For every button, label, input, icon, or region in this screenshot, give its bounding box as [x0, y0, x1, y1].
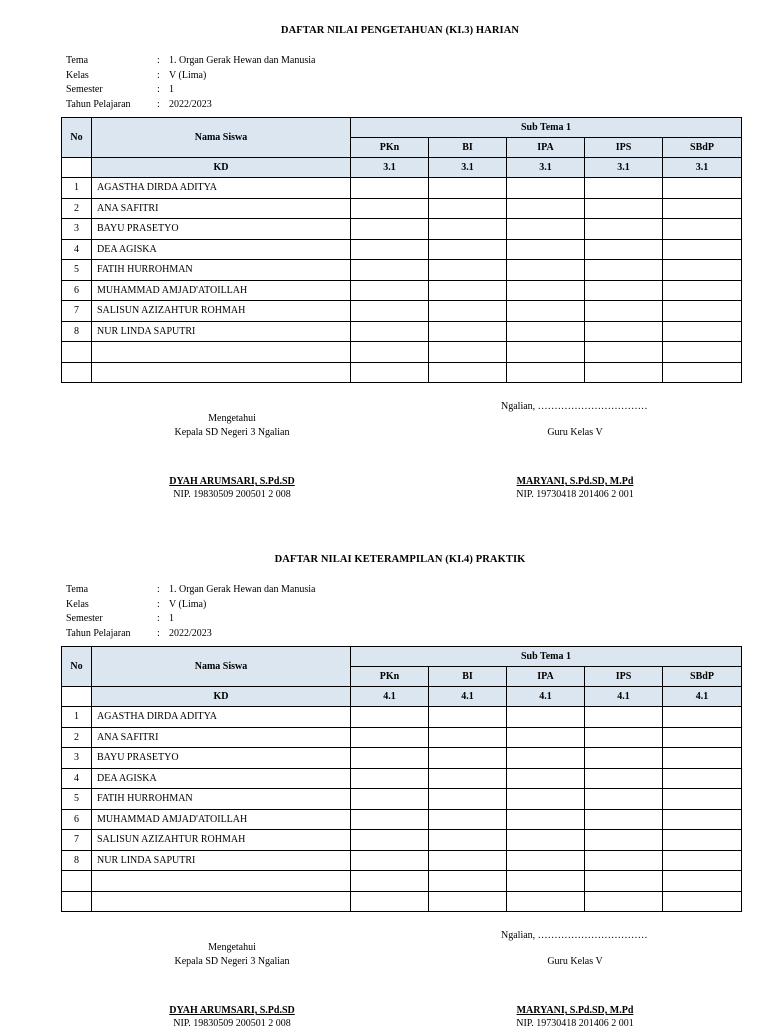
grade-cell-sbdp[interactable]	[663, 768, 742, 789]
table-row	[62, 707, 742, 728]
grade-cell-ips[interactable]	[585, 809, 663, 830]
grade-cell-bi[interactable]	[429, 362, 507, 383]
grade-cell-sbdp[interactable]	[663, 809, 742, 830]
grade-cell-bi[interactable]	[429, 301, 507, 322]
grade-cell-sbdp[interactable]	[663, 727, 742, 748]
table-row	[62, 362, 742, 383]
table-row	[62, 280, 742, 301]
empty-cell	[92, 342, 351, 363]
header-subject-ips: IPS	[585, 138, 663, 158]
table-row	[62, 219, 742, 240]
guru-name: MARYANI, S.Pd.SD, M.Pd	[516, 1005, 634, 1016]
grade-cell-bi[interactable]	[429, 260, 507, 281]
grade-cell-ipa[interactable]	[507, 850, 585, 871]
student-name: BAYU PRASETYO	[92, 219, 351, 240]
grade-cell-ips[interactable]	[585, 362, 663, 383]
student-number: 6	[62, 809, 92, 830]
grade-cell-sbdp[interactable]	[663, 850, 742, 871]
info-block	[66, 583, 315, 641]
kd-value-bi: 3.1	[429, 158, 507, 178]
grade-cell-bi[interactable]	[429, 707, 507, 728]
grade-cell-ips[interactable]	[585, 727, 663, 748]
grade-cell-ips[interactable]	[585, 280, 663, 301]
mengetahui-label: Mengetahui	[208, 413, 256, 424]
grade-cell-bi[interactable]	[429, 789, 507, 810]
grade-cell-ipa[interactable]	[507, 301, 585, 322]
info-colon: :	[157, 613, 160, 624]
kepala-name: DYAH ARUMSARI, S.Pd.SD	[169, 476, 295, 487]
table-row	[62, 178, 742, 199]
kepala-title: Kepala SD Negeri 3 Ngalian	[174, 427, 290, 438]
info-label-semester: Semester	[66, 613, 103, 624]
document-title: DAFTAR NILAI KETERAMPILAN (KI.4) PRAKTIK	[274, 554, 526, 565]
student-name: ANA SAFITRI	[92, 198, 351, 219]
grade-cell-pkn[interactable]	[351, 198, 429, 219]
grade-cell-bi[interactable]	[429, 198, 507, 219]
grade-cell-ips[interactable]	[585, 891, 663, 912]
empty-cell	[62, 871, 92, 892]
student-number: 2	[62, 727, 92, 748]
guru-name: MARYANI, S.Pd.SD, M.Pd	[516, 476, 634, 487]
document-title: DAFTAR NILAI PENGETAHUAN (KI.3) HARIAN	[280, 25, 520, 36]
grade-cell-sbdp[interactable]	[663, 178, 742, 199]
table-row	[62, 850, 742, 871]
info-value-kelas: V (Lima)	[169, 69, 207, 81]
info-colon: :	[157, 69, 160, 81]
info-label-kelas: Kelas	[66, 69, 89, 81]
info-value-semester: 1	[169, 84, 174, 95]
table-header-row	[62, 647, 742, 667]
info-row-semester	[66, 83, 315, 98]
header-subject-ipa: IPA	[507, 138, 585, 158]
grade-cell-ipa[interactable]	[507, 748, 585, 769]
grade-cell-bi[interactable]	[429, 891, 507, 912]
info-label-tema: Tema	[66, 584, 89, 595]
grade-cell-ipa[interactable]	[507, 280, 585, 301]
guru-nip: NIP. 19730418 201406 2 001	[516, 489, 634, 500]
grade-cell-ips[interactable]	[585, 748, 663, 769]
grade-cell-bi[interactable]	[429, 321, 507, 342]
grade-cell-ipa[interactable]	[507, 260, 585, 281]
grade-cell-sbdp[interactable]	[663, 830, 742, 851]
grade-cell-bi[interactable]	[429, 239, 507, 260]
kepala-name: DYAH ARUMSARI, S.Pd.SD	[169, 1005, 295, 1016]
info-value-tema: 1. Organ Gerak Hewan dan Manusia	[169, 584, 316, 595]
grade-cell-ipa[interactable]	[507, 342, 585, 363]
empty-cell	[62, 891, 92, 912]
grade-cell-sbdp[interactable]	[663, 748, 742, 769]
grade-cell-bi[interactable]	[429, 850, 507, 871]
kd-value-ipa: 4.1	[507, 687, 585, 707]
grade-cell-pkn[interactable]	[351, 727, 429, 748]
grade-cell-bi[interactable]	[429, 768, 507, 789]
header-no: No	[62, 118, 92, 158]
info-colon: :	[157, 598, 160, 610]
grade-cell-pkn[interactable]	[351, 748, 429, 769]
grade-cell-sbdp[interactable]	[663, 789, 742, 810]
student-number: 8	[62, 850, 92, 871]
info-row-kelas	[66, 69, 315, 84]
table-row	[62, 342, 742, 363]
info-label-tahun: Tahun Pelajaran	[66, 627, 131, 639]
header-subject-ips: IPS	[585, 667, 663, 687]
table-kd-row	[62, 687, 742, 707]
grade-cell-pkn[interactable]	[351, 342, 429, 363]
grade-cell-pkn[interactable]	[351, 178, 429, 199]
grade-cell-sbdp[interactable]	[663, 198, 742, 219]
grade-cell-ips[interactable]	[585, 239, 663, 260]
guru-title: Guru Kelas V	[547, 956, 603, 967]
student-name: MUHAMMAD AMJAD'ATOILLAH	[92, 280, 351, 301]
table-row	[62, 198, 742, 219]
grade-cell-sbdp[interactable]	[663, 891, 742, 912]
info-row-tahun	[66, 98, 315, 113]
student-number: 2	[62, 198, 92, 219]
student-name: SALISUN AZIZAHTUR ROHMAH	[92, 301, 351, 322]
grade-cell-pkn[interactable]	[351, 362, 429, 383]
kepala-nip: NIP. 19830509 200501 2 008	[173, 1018, 291, 1029]
grade-cell-ips[interactable]	[585, 830, 663, 851]
student-number: 3	[62, 219, 92, 240]
grade-cell-bi[interactable]	[429, 219, 507, 240]
grade-cell-ips[interactable]	[585, 342, 663, 363]
student-number: 5	[62, 260, 92, 281]
header-kd: KD	[92, 687, 351, 707]
kd-value-ips: 4.1	[585, 687, 663, 707]
student-name: BAYU PRASETYO	[92, 748, 351, 769]
empty-cell	[62, 362, 92, 383]
empty-cell	[92, 891, 351, 912]
table-header-row	[62, 118, 742, 138]
student-number: 4	[62, 239, 92, 260]
info-colon: :	[157, 55, 160, 66]
header-nama-siswa: Nama Siswa	[92, 647, 351, 687]
empty-cell	[62, 342, 92, 363]
kd-value-ips: 3.1	[585, 158, 663, 178]
grade-cell-ipa[interactable]	[507, 727, 585, 748]
info-value-tahun: 2022/2023	[169, 627, 212, 639]
info-colon: :	[157, 98, 160, 110]
student-name: DEA AGISKA	[92, 239, 351, 260]
info-label-tema: Tema	[66, 55, 89, 66]
grade-cell-bi[interactable]	[429, 280, 507, 301]
header-nama-siswa: Nama Siswa	[92, 118, 351, 158]
student-name: NUR LINDA SAPUTRI	[92, 321, 351, 342]
grade-cell-bi[interactable]	[429, 178, 507, 199]
grade-cell-ips[interactable]	[585, 871, 663, 892]
grade-cell-bi[interactable]	[429, 727, 507, 748]
student-name: FATIH HURROHMAN	[92, 260, 351, 281]
grade-cell-pkn[interactable]	[351, 280, 429, 301]
header-subject-pkn: PKn	[351, 138, 429, 158]
grade-cell-pkn[interactable]	[351, 789, 429, 810]
table-row	[62, 809, 742, 830]
student-name: AGASTHA DIRDA ADITYA	[92, 707, 351, 728]
header-subject-sbdp: SBdP	[663, 667, 742, 687]
info-block	[66, 54, 315, 112]
grades-table	[61, 646, 742, 912]
info-value-kelas: V (Lima)	[169, 598, 207, 610]
grade-cell-ips[interactable]	[585, 768, 663, 789]
info-label-kelas: Kelas	[66, 598, 89, 610]
place-date: Ngalian, ……………………………	[501, 930, 648, 941]
grade-cell-ipa[interactable]	[507, 362, 585, 383]
grade-cell-pkn[interactable]	[351, 768, 429, 789]
grade-cell-pkn[interactable]	[351, 301, 429, 322]
grade-cell-sbdp[interactable]	[663, 239, 742, 260]
student-name: NUR LINDA SAPUTRI	[92, 850, 351, 871]
grade-cell-bi[interactable]	[429, 830, 507, 851]
kd-value-sbdp: 3.1	[663, 158, 742, 178]
header-subject-bi: BI	[429, 138, 507, 158]
table-row	[62, 871, 742, 892]
header-subject-sbdp: SBdP	[663, 138, 742, 158]
table-row	[62, 260, 742, 281]
student-number: 4	[62, 768, 92, 789]
kd-spacer-cell	[62, 158, 92, 178]
grade-cell-pkn[interactable]	[351, 239, 429, 260]
info-label-tahun: Tahun Pelajaran	[66, 98, 131, 110]
grade-cell-pkn[interactable]	[351, 809, 429, 830]
table-row	[62, 321, 742, 342]
info-row-tema	[66, 54, 315, 69]
grade-cell-bi[interactable]	[429, 871, 507, 892]
student-name: ANA SAFITRI	[92, 727, 351, 748]
grade-cell-ipa[interactable]	[507, 219, 585, 240]
grade-cell-ips[interactable]	[585, 219, 663, 240]
grade-cell-pkn[interactable]	[351, 850, 429, 871]
student-name: SALISUN AZIZAHTUR ROHMAH	[92, 830, 351, 851]
table-row	[62, 239, 742, 260]
grade-cell-pkn[interactable]	[351, 260, 429, 281]
info-value-tema: 1. Organ Gerak Hewan dan Manusia	[169, 55, 316, 66]
guru-nip: NIP. 19730418 201406 2 001	[516, 1018, 634, 1029]
grade-cell-sbdp[interactable]	[663, 280, 742, 301]
info-value-tahun: 2022/2023	[169, 98, 212, 110]
table-row	[62, 301, 742, 322]
grade-cell-ipa[interactable]	[507, 871, 585, 892]
grade-cell-ips[interactable]	[585, 260, 663, 281]
info-row-kelas	[66, 598, 315, 613]
grade-cell-ipa[interactable]	[507, 178, 585, 199]
kd-value-pkn: 4.1	[351, 687, 429, 707]
grade-cell-ips[interactable]	[585, 850, 663, 871]
student-name: DEA AGISKA	[92, 768, 351, 789]
header-no: No	[62, 647, 92, 687]
table-row	[62, 768, 742, 789]
table-row	[62, 830, 742, 851]
kd-spacer-cell	[62, 687, 92, 707]
grade-cell-sbdp[interactable]	[663, 321, 742, 342]
grade-cell-sbdp[interactable]	[663, 342, 742, 363]
grade-cell-bi[interactable]	[429, 809, 507, 830]
student-number: 7	[62, 301, 92, 322]
mengetahui-label: Mengetahui	[208, 942, 256, 953]
kd-value-ipa: 3.1	[507, 158, 585, 178]
info-row-tahun	[66, 627, 315, 642]
grade-cell-sbdp[interactable]	[663, 260, 742, 281]
grade-cell-ipa[interactable]	[507, 809, 585, 830]
student-number: 6	[62, 280, 92, 301]
empty-cell	[92, 362, 351, 383]
info-label-semester: Semester	[66, 84, 103, 95]
info-colon: :	[157, 627, 160, 639]
header-kd: KD	[92, 158, 351, 178]
grade-cell-ips[interactable]	[585, 301, 663, 322]
grade-cell-pkn[interactable]	[351, 707, 429, 728]
student-number: 1	[62, 707, 92, 728]
student-name: AGASTHA DIRDA ADITYA	[92, 178, 351, 199]
grade-cell-sbdp[interactable]	[663, 219, 742, 240]
grade-cell-ipa[interactable]	[507, 239, 585, 260]
grade-cell-pkn[interactable]	[351, 891, 429, 912]
header-subject-bi: BI	[429, 667, 507, 687]
info-row-tema	[66, 583, 315, 598]
table-row	[62, 891, 742, 912]
kepala-title: Kepala SD Negeri 3 Ngalian	[174, 956, 290, 967]
grades-table	[61, 117, 742, 383]
student-number: 1	[62, 178, 92, 199]
grade-cell-ips[interactable]	[585, 789, 663, 810]
header-sub-tema: Sub Tema 1	[351, 647, 742, 667]
grade-cell-ips[interactable]	[585, 321, 663, 342]
grade-cell-bi[interactable]	[429, 342, 507, 363]
grade-cell-ipa[interactable]	[507, 789, 585, 810]
table-kd-row	[62, 158, 742, 178]
grade-cell-pkn[interactable]	[351, 830, 429, 851]
table-row	[62, 789, 742, 810]
kd-value-bi: 4.1	[429, 687, 507, 707]
student-number: 5	[62, 789, 92, 810]
place-date: Ngalian, ……………………………	[501, 401, 648, 412]
grade-cell-pkn[interactable]	[351, 219, 429, 240]
header-subject-pkn: PKn	[351, 667, 429, 687]
grade-cell-pkn[interactable]	[351, 321, 429, 342]
header-sub-tema: Sub Tema 1	[351, 118, 742, 138]
grade-cell-sbdp[interactable]	[663, 362, 742, 383]
grade-cell-ipa[interactable]	[507, 830, 585, 851]
header-subject-ipa: IPA	[507, 667, 585, 687]
kd-value-sbdp: 4.1	[663, 687, 742, 707]
grade-cell-ipa[interactable]	[507, 768, 585, 789]
grade-cell-sbdp[interactable]	[663, 301, 742, 322]
empty-cell	[92, 871, 351, 892]
info-row-semester	[66, 612, 315, 627]
kepala-nip: NIP. 19830509 200501 2 008	[173, 489, 291, 500]
grade-cell-bi[interactable]	[429, 748, 507, 769]
grade-cell-pkn[interactable]	[351, 871, 429, 892]
grade-cell-sbdp[interactable]	[663, 871, 742, 892]
table-row	[62, 748, 742, 769]
info-value-semester: 1	[169, 613, 174, 624]
grade-cell-ipa[interactable]	[507, 891, 585, 912]
grade-cell-ips[interactable]	[585, 178, 663, 199]
table-row	[62, 727, 742, 748]
student-name: FATIH HURROHMAN	[92, 789, 351, 810]
grade-cell-ips[interactable]	[585, 198, 663, 219]
student-number: 3	[62, 748, 92, 769]
student-number: 8	[62, 321, 92, 342]
grade-cell-sbdp[interactable]	[663, 707, 742, 728]
info-colon: :	[157, 584, 160, 595]
info-colon: :	[157, 84, 160, 95]
student-name: MUHAMMAD AMJAD'ATOILLAH	[92, 809, 351, 830]
grade-cell-ips[interactable]	[585, 707, 663, 728]
grade-cell-ipa[interactable]	[507, 198, 585, 219]
grade-cell-ipa[interactable]	[507, 321, 585, 342]
student-number: 7	[62, 830, 92, 851]
guru-title: Guru Kelas V	[547, 427, 603, 438]
grade-cell-ipa[interactable]	[507, 707, 585, 728]
kd-value-pkn: 3.1	[351, 158, 429, 178]
